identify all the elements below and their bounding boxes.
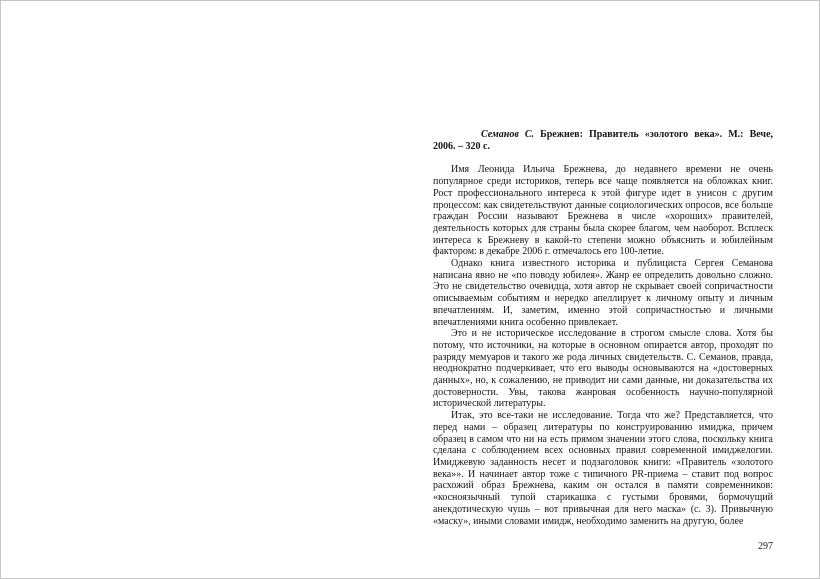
paragraph-4: Итак, это все-таки не исследование. Тогда что же? Представляется, что перед нами – образец литературы по конструированию имиджа, причем образец в самом что ни на есть прямом значении этого слова, поскольку книга сделана с соблюдением всех основных правил современной имиджелогии. Имиджевую заданность несет и подзаголовок книги: «Правитель «золотого века»». И начинает автор тоже с типичного PR-приема – ставит под вопрос расхожий образ Брежнева, каким он остался в памяти современников: «косноязычный тупой старикашка с густыми бровями, бормочущий анекдотическую чушь – вот привычная для него маска» (с. 3). Привычную «маску», иными словами имидж, необходимо заменить на другую, более (433, 410, 773, 527)
text-block (433, 129, 773, 527)
paragraph-1: Имя Леонида Ильича Брежнева, до недавнего времени не очень популярное среди историков, теперь все чаще появляется на обложках книг. Рост профессионального интереса к этой фигуре идет в унисон с другим процессом: как свидетельствуют данные социологических опросов, все больше граждан России называют Брежнева в числе «хороших» правителей, деятельность которых для страны была скорее благом, чем наоборот. Всплеск интереса к Брежневу в какой-то степени можно объяснить и юбилейным фактором: в декабре 2006 г. отмечалось его 100-летие. (433, 164, 773, 258)
reference-details: Брежнев: Правитель «золотого века». М.: Вече, 2006. – 320 с. (433, 129, 774, 152)
page-number: 297 (758, 541, 773, 552)
book-reference-heading (433, 129, 773, 152)
reference-author: Семанов С. (481, 129, 535, 140)
paragraph-2: Однако книга известного историка и публициста Сергея Семанова написана явно не «по поводу юбилея». Жанр ее определить довольно сложно. Это не свидетельство очевидца, хотя автор не скрывает своей сопричастности описываемым событиям и нередко апеллирует к личному опыту и личным впечатлениям. И, заметим, именно этой сопричастностью и личными впечатлениями книга особенно привлекает. (433, 258, 773, 328)
paragraph-3: Это и не историческое исследование в строгом смысле слова. Хотя бы потому, что источники, на которые в основном опирается автор, проходят по разряду мемуаров и такого же рода личных свидетельств. С. Семанов, правда, неоднократно подчеркивает, что его выводы основываются на «достоверных данных», но, к сожалению, не приводит ни сами данные, ни доказательства их достоверности. Увы, такова жанровая особенность научно-популярной исторической литературы. (433, 328, 773, 410)
